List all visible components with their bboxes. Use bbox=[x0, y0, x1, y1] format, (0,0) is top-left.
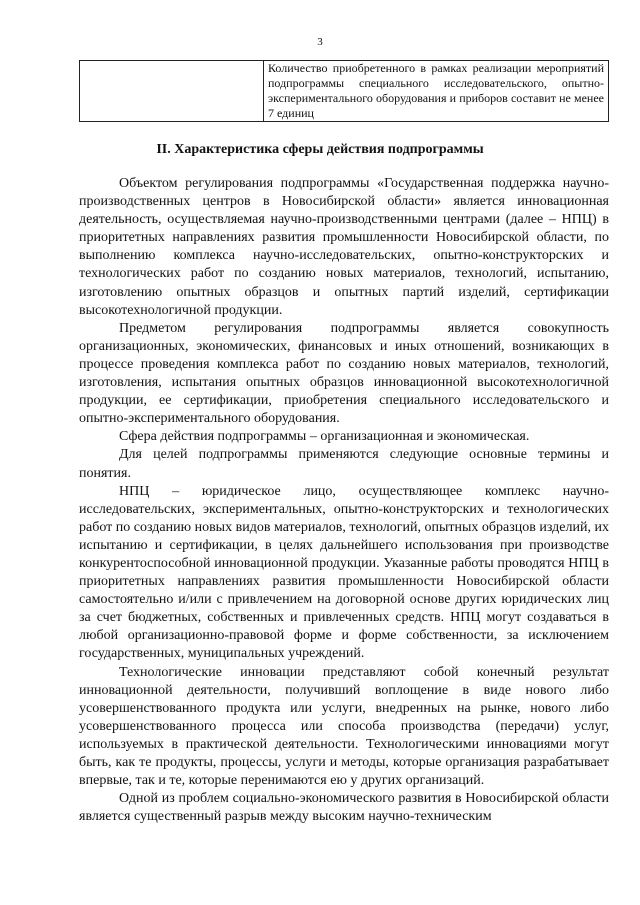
paragraph-npc-definition: НПЦ – юридическое лицо, осуществляющее комплекс научно-исследовательских, экспериментальных, опытно-конструкторских и технологических работ по созданию новых видов материалов, технологий, опытных образцов изделий, их испытанию и сертификации, в целях дальнейшего использования при производстве конкурентоспособной инновационной продукции. Указанные работы проводятся НПЦ в приоритетных направлениях развития промышленности Новосибирской области самостоятельно и/или с привлечением на договорной основе других юридических лиц за счет бюджетных, собственных и привлеченных средств. НПЦ могут создаваться в любой организационно-правовой форме и форме собственности, за исключением государственных, муниципальных учреждений. bbox=[79, 483, 609, 662]
paragraph-scope: Сфера действия подпрограммы – организационная и экономическая. bbox=[119, 429, 530, 445]
page-number: 3 bbox=[317, 36, 323, 48]
paragraph-problems: Одной из проблем социально-экономического развития в Новосибирской области является существенный разрыв между высоким научно-техническим bbox=[79, 791, 609, 825]
section-body bbox=[79, 175, 609, 826]
paragraph-terms-intro: Для целей подпрограммы применяются следующие основные термины и понятия. bbox=[79, 447, 609, 481]
table-cell-right: Количество приобретенного в рамках реализации мероприятий подпрограммы специального исследовательского, опытно-экспериментального оборудования и приборов составит не менее 7 единиц bbox=[264, 61, 609, 122]
indicator-table bbox=[79, 60, 609, 122]
paragraph-tech-innovations: Технологические инновации представляют собой конечный результат инновационной деятельности, получивший воплощение в виде нового либо усовершенствованного продукта или услуги, внедренных на рынке, нового либо усовершенствованного процесса или способа производства (передачи) услуг, используемых в практической деятельности. Технологическими инновациями могут быть, как те продукты, процессы, услуги и методы, которые организация разрабатывает впервые, так и те, которые перенимаются ею у других организаций. bbox=[79, 664, 609, 789]
paragraph-subject: Предметом регулирования подпрограммы является совокупность организационных, экономических, финансовых и иных отношений, возникающих в процессе проведения комплекса работ по созданию новых материалов, технологий, изготовления, испытания опытных образцов инновационной высокотехнологичной продукции, ее сертификации, приобретения специального исследовательского и опытно-экспериментального оборудования. bbox=[79, 320, 609, 427]
paragraph-object: Объектом регулирования подпрограммы «Государственная поддержка научно-производственных центров в Новосибирской области» является инновационная деятельность, осуществляемая научно-производственными центрами (далее – НПЦ) в приоритетных направлениях развития промышленности Новосибирской области, по выполнению комплекса научно-исследовательских, опытно-конструкторских и технологических работ по созданию новых материалов, технологий, испытанию, изготовлению опытных образцов и опытных партий изделий, сертификации высокотехнологичной продукции. bbox=[79, 176, 609, 318]
table-cell-left bbox=[80, 61, 264, 122]
table-row bbox=[80, 61, 609, 122]
section-title: II. Характеристика сферы действия подпрограммы bbox=[156, 142, 484, 157]
